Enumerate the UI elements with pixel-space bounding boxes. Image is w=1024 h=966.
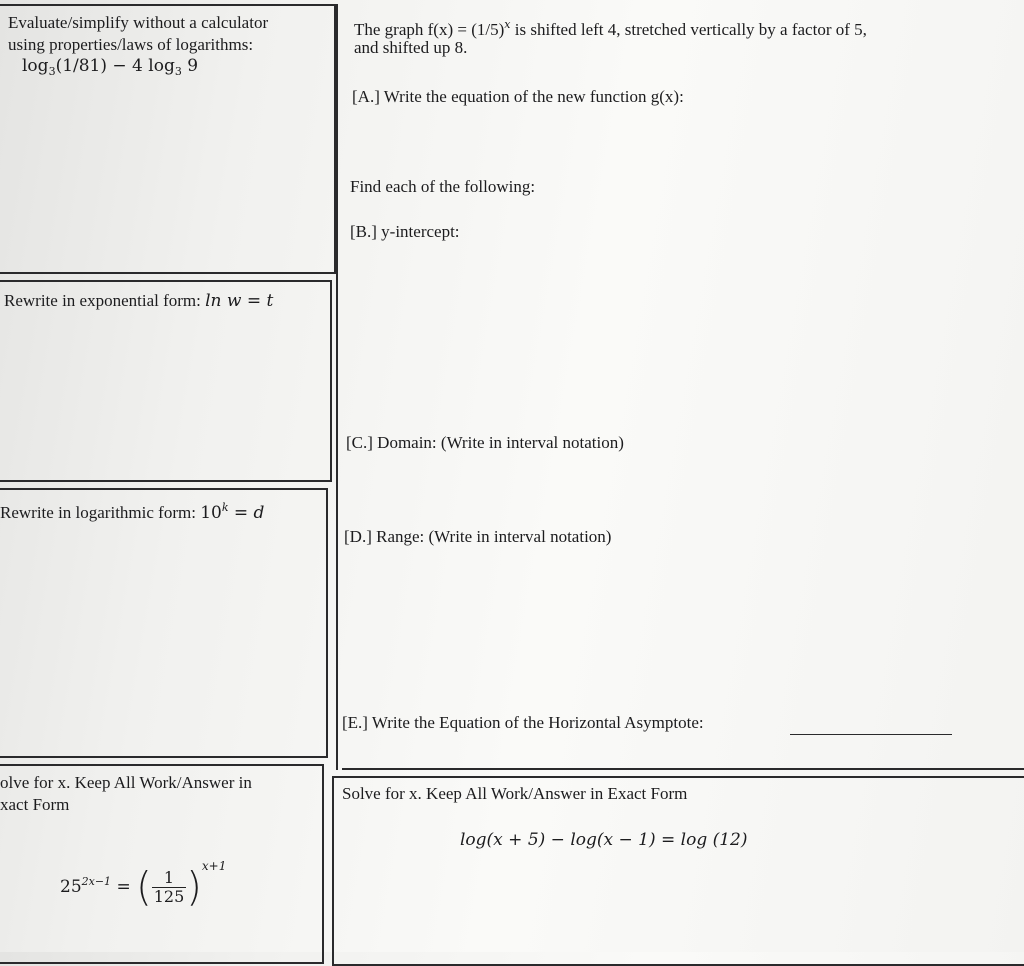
q4-prompt: Rewrite in logarithmic form: $10^k = d$: [0, 501, 265, 523]
q2-part-c: [C.] Domain: (Write in interval notation): [346, 433, 624, 452]
q5-expression: $25^{2x-1}$ = ( $\frac{1}{125}$ )$^{x+1}$: [60, 859, 227, 911]
q2-part-e: [E.] Write the Equation of the Horizontal Asymptote:: [342, 713, 704, 732]
q2-part-a: [A.] Write the equation of the new function g(x):: [352, 87, 684, 106]
q3-prompt: Rewrite in exponential form: ln w = t: [4, 291, 274, 311]
q2-part-b: [B.] y-intercept:: [350, 222, 460, 241]
q1-expression: $\log_3(1/81) - 4$ $\log_3 9$: [22, 56, 199, 78]
question-box-logarithmic: [0, 488, 328, 758]
question-box-graph-left-border: [336, 4, 338, 770]
q2-part-d: [D.] Range: (Write in interval notation): [344, 527, 612, 546]
asymptote-answer-line[interactable]: [790, 734, 952, 735]
question-box-solve-log: [332, 776, 1024, 966]
q5-instruction-line2: xact Form: [0, 795, 70, 814]
q1-instruction-line1: Evaluate/simplify without a calculator: [8, 13, 269, 32]
q1-instruction-line2: using properties/laws of logarithms:: [8, 35, 254, 54]
q6-instruction: Solve for x. Keep All Work/Answer in Exact Form: [342, 784, 688, 803]
q5-instruction-line1: olve for x. Keep All Work/Answer in: [0, 773, 252, 792]
question-box-graph: [342, 4, 1024, 770]
q6-expression: log(x + 5) − log(x − 1) = log (12): [460, 830, 748, 850]
q2-prompt-line1: The graph $f(x) = (1/5)^x$ is shifted left 4, stretched vertically by a factor of 5,: [354, 18, 867, 39]
q2-prompt-line2: and shifted up 8.: [354, 38, 468, 57]
q2-find-each: Find each of the following:: [350, 177, 536, 196]
